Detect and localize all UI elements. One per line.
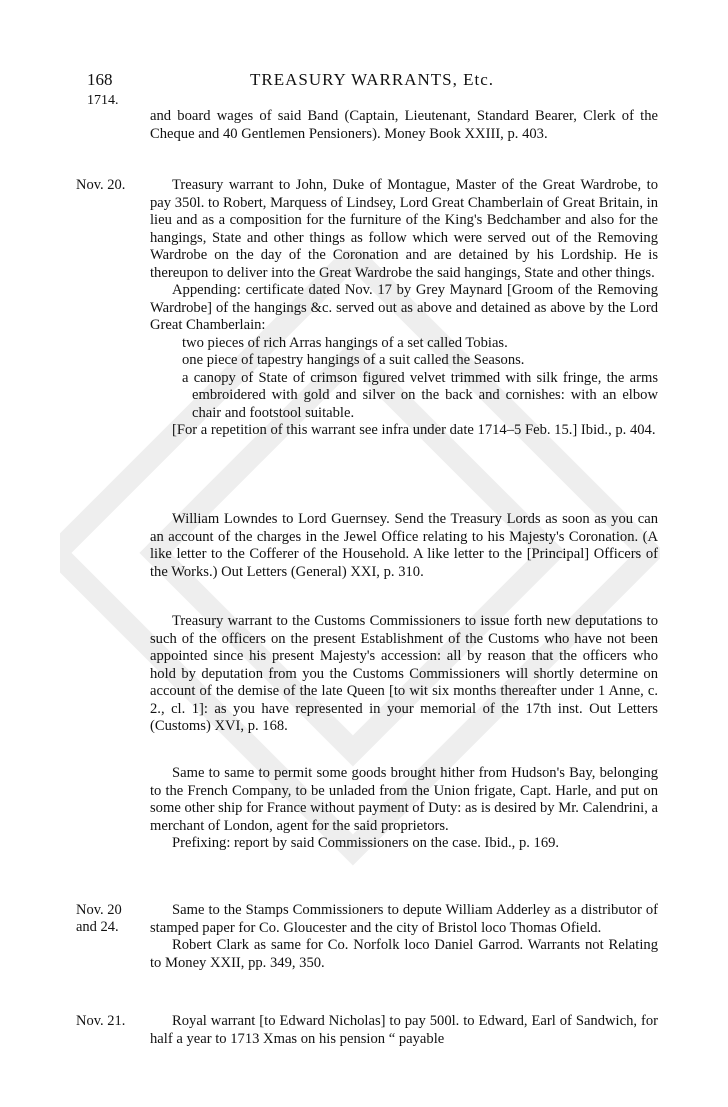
paragraph: Royal warrant [to Edward Nicholas] to pay 500l. to Edward, Earl of Sandwich, for half a year to 1713 Xmas on his pension “ payable bbox=[150, 1013, 658, 1047]
entry-text bbox=[150, 177, 658, 440]
paragraph: Appending: certificate dated Nov. 17 by Grey Maynard [Groom of the Removing Wardrobe] of the hangings &c. served out as above and detained as above by the Lord Great Chamberlain: bbox=[150, 282, 658, 333]
page-number: 168 bbox=[87, 70, 113, 89]
paragraph: Prefixing: report by said Commissioners on the case. Ibid., p. 169. bbox=[172, 835, 560, 851]
entry-text bbox=[150, 613, 658, 736]
entry-date: Nov. 21. bbox=[76, 1013, 126, 1029]
paragraph: Robert Clark as same for Co. Norfolk loco Daniel Garrod. Warrants not Relating to Money XXII, pp. 349, 350. bbox=[150, 937, 658, 971]
paragraph: Treasury warrant to John, Duke of Montague, Master of the Great Wardrobe, to pay 350l. to Robert, Marquess of Lindsey, Lord Great Chamberlain of Great Britain, in lieu and as a composition for the furniture of the King's Bedchamber and also for the hangings, State and other things as follow which were served out of the Removing Wardrobe on the day of the Coronation and are detained by his Lordship. He is thereupon to deliver into the Great Wardrobe the said hangings, State and other things. bbox=[150, 177, 658, 281]
list-item: a canopy of State of crimson figured velvet trimmed with silk fringe, the arms embroidered with gold and silver on the back and cornishes: with an elbow chair and footstool suitable. bbox=[182, 369, 658, 421]
entry-date: Nov. 20 and 24. bbox=[76, 902, 122, 935]
paragraph: William Lowndes to Lord Guernsey. Send the Treasury Lords as soon as you can an account of the charges in the Jewel Office relating to his Majesty's Coronation. (A like letter to the Cofferer of the Household. A like letter to the [Principal] Officers of the Works.) Out Letters (General) XXI, p. 310. bbox=[150, 511, 658, 580]
paragraph: Treasury warrant to the Customs Commissioners to issue forth new deputations to such of the officers on the present Establishment of the Customs who have not been appointed since his present Majesty's accession: all by reason that the officers who hold by deputation from you the Customs Commissioners will shortly determine on account of the demise of the late Queen [to wit six months thereafter under 1 Anne, c. 2., cl. 1]: as you have represented in your memorial of the 17th inst. Out Letters (Customs) XVI, p. 168. bbox=[150, 613, 658, 734]
list-item: two pieces of rich Arras hangings of a set called Tobias. bbox=[182, 334, 508, 351]
paragraph: Same to the Stamps Commissioners to depute William Adderley as a distributor of stamped paper for Co. Gloucester and the city of Bristol loco Thomas Ofield. bbox=[150, 902, 658, 936]
margin-year: 1714. bbox=[87, 93, 119, 108]
running-title: TREASURY WARRANTS, Etc. bbox=[249, 70, 495, 89]
paragraph: Same to same to permit some goods brought hither from Hudson's Bay, belonging to the French Company, to be unladed from the Union frigate, Capt. Harle, and put on some other ship for France without payment of Duty: as is desired by Mr. Calendrini, a merchant of London, agent for the said proprietors. bbox=[150, 765, 658, 834]
entry-text bbox=[150, 765, 658, 853]
entry-text bbox=[150, 902, 658, 972]
list-item: one piece of tapestry hangings of a suit called the Seasons. bbox=[182, 352, 525, 368]
entry-text bbox=[150, 108, 658, 143]
paragraph: and board wages of said Band (Captain, Lieutenant, Standard Bearer, Clerk of the Cheque and 40 Gentlemen Pensioners). Money Book XXIII, p. 403. bbox=[150, 108, 658, 142]
page-header bbox=[87, 70, 657, 94]
entry-date: Nov. 20. bbox=[76, 177, 126, 193]
entry-text bbox=[150, 511, 658, 581]
paragraph: [For a repetition of this warrant see infra under date 1714–5 Feb. 15.] Ibid., p. 404. bbox=[172, 422, 656, 438]
entry-text bbox=[150, 1013, 658, 1048]
